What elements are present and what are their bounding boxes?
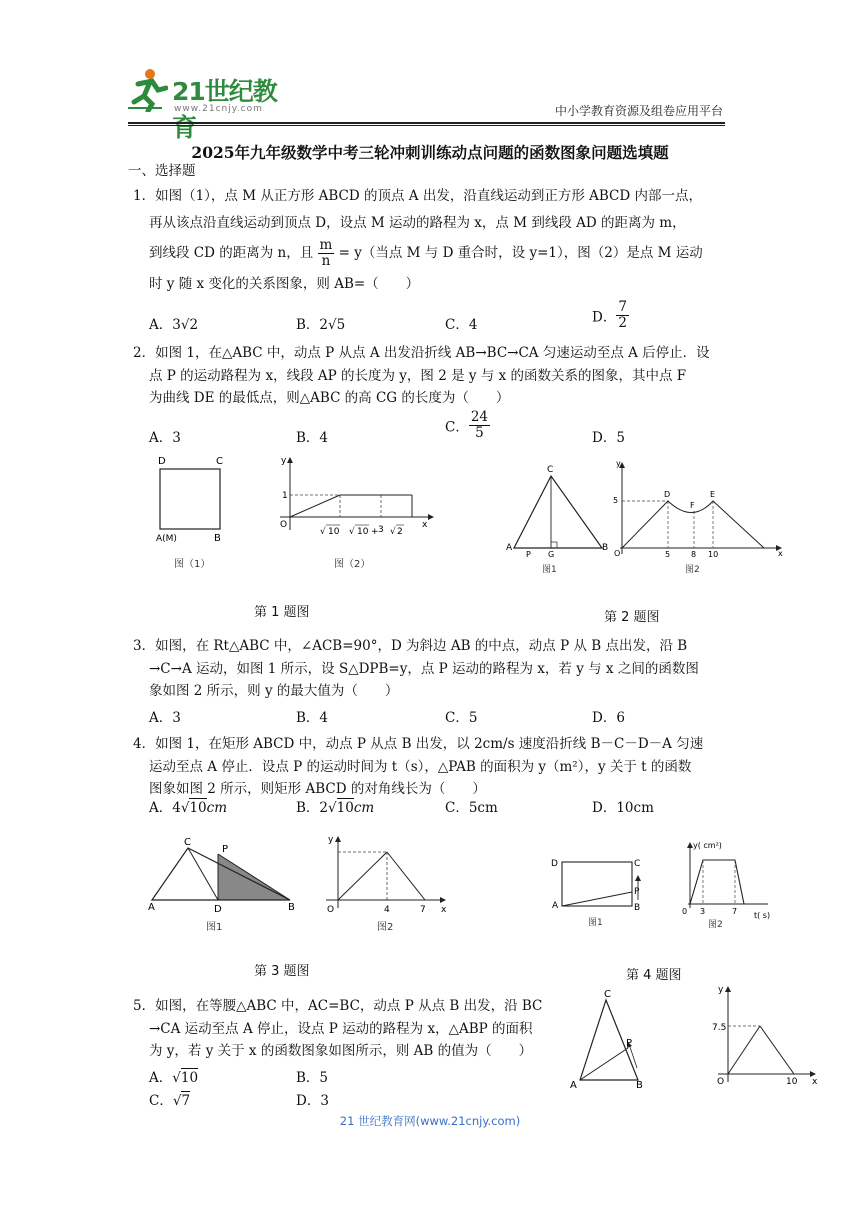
q4-line3: 图象如图 2 所示，则矩形 ABCD 的对角线长为（ ） xyxy=(149,781,486,797)
fig4-caption-1: 图1 xyxy=(588,918,603,928)
svg-text:E: E xyxy=(710,490,716,499)
svg-text:7: 7 xyxy=(420,905,426,915)
q5-option-b[interactable]: B．5 xyxy=(296,1070,329,1086)
svg-text:A: A xyxy=(506,543,513,553)
svg-text:x: x xyxy=(422,520,428,530)
svg-text:B: B xyxy=(214,533,221,544)
q1-option-b[interactable]: B．2√5 xyxy=(296,317,346,333)
q5-option-a[interactable]: A．√10 xyxy=(149,1070,199,1086)
logo-text: 21世纪教育 xyxy=(172,77,277,142)
header-divider-thin xyxy=(128,125,725,126)
q1-line3 xyxy=(149,238,703,269)
svg-text:x: x xyxy=(812,1077,818,1087)
triangle-abc-q3 xyxy=(148,837,295,915)
q4-option-d[interactable]: D．10cm xyxy=(592,800,654,816)
q3-option-d[interactable]: D．6 xyxy=(592,710,625,726)
svg-text:3: 3 xyxy=(378,525,384,535)
fig3-caption-1: 图1 xyxy=(206,922,223,933)
header-divider xyxy=(128,122,725,124)
q4-option-b[interactable]: B．2√10cm xyxy=(296,800,375,816)
svg-text:10: 10 xyxy=(708,550,719,559)
q4-line1: 4．如图 1，在矩形 ABCD 中，动点 P 从点 B 出发，以 2cm/s 速度沿折线 B－C－D－A 匀速 xyxy=(133,736,704,752)
figure-q1 xyxy=(150,455,440,575)
svg-text:10: 10 xyxy=(328,527,340,537)
graph-q3 xyxy=(326,835,447,915)
svg-text:G: G xyxy=(548,550,555,559)
fig3-caption-2: 图2 xyxy=(377,922,394,933)
svg-text:√: √ xyxy=(390,527,396,537)
q3-line3: 象如图 2 所示，则 y 的最大值为（ ） xyxy=(149,683,399,699)
svg-text:O: O xyxy=(280,520,288,530)
q4-option-a[interactable]: A．4√10cm xyxy=(149,800,228,816)
svg-text:10: 10 xyxy=(357,527,369,537)
q1-option-d[interactable]: D． $\frac{7}{2}$ xyxy=(592,299,627,331)
svg-text:y: y xyxy=(718,985,724,995)
svg-text:2: 2 xyxy=(397,527,403,537)
page-title: 2025年九年级数学中考三轮冲刺训练动点问题的函数图象问题选填题 xyxy=(191,143,669,162)
svg-text:t( s): t( s) xyxy=(754,911,771,920)
q1-line3-start: 到线段 CD 的距离为 n，且 xyxy=(149,245,314,261)
svg-text:A(M): A(M) xyxy=(156,534,177,544)
svg-text:C: C xyxy=(604,989,611,1000)
svg-text:D: D xyxy=(158,456,166,467)
svg-text:C: C xyxy=(634,859,641,869)
svg-text:7.5: 7.5 xyxy=(712,1023,727,1033)
svg-text:B: B xyxy=(288,902,295,913)
svg-text:F: F xyxy=(690,501,695,510)
svg-text:√: √ xyxy=(349,527,355,537)
q1-option-c[interactable]: C．4 xyxy=(445,317,478,333)
q1-line3-end: = y（当点 M 与 D 重合时，设 y=1），图（2）是点 M 运动 xyxy=(338,245,703,261)
svg-text:+: + xyxy=(371,527,379,537)
fig4-caption-2: 图2 xyxy=(708,920,723,930)
graph-q5 xyxy=(712,985,818,1087)
square-abcd xyxy=(156,456,223,544)
fig2-caption-2: 图2 xyxy=(685,565,700,575)
q2-line3: 为曲线 DE 的最低点，则△ABC 的高 CG 的长度为（ ） xyxy=(149,390,510,406)
triangle-abc-q5 xyxy=(570,989,643,1091)
graph-q4 xyxy=(682,841,770,920)
svg-text:y: y xyxy=(328,835,334,845)
svg-text:O: O xyxy=(717,1077,725,1087)
svg-text:O: O xyxy=(327,905,335,915)
rectangle-abcd-q4 xyxy=(551,859,641,913)
svg-text:P: P xyxy=(526,550,531,559)
svg-text:10: 10 xyxy=(786,1077,798,1087)
svg-text:y: y xyxy=(281,456,287,466)
fig2-caption-1: 图1 xyxy=(542,565,557,575)
q3-option-c[interactable]: C．5 xyxy=(445,710,478,726)
svg-text:√: √ xyxy=(320,527,326,537)
q1-line2: 再从该点沿直线运动到顶点 D，设点 M 运动的路程为 x，点 M 到线段 AD 的距离为 m， xyxy=(149,215,686,231)
fig1-group-caption: 第 1 题图 xyxy=(254,605,310,620)
graph-q1 xyxy=(280,456,434,537)
q5-option-d[interactable]: D．3 xyxy=(296,1093,329,1109)
fig4-group-caption: 第 4 题图 xyxy=(626,968,682,983)
svg-text:B: B xyxy=(636,1080,643,1091)
svg-text:3: 3 xyxy=(700,907,706,916)
q2-option-a[interactable]: A．3 xyxy=(149,430,181,446)
q5-line2: →CA 运动至点 A 停止，设点 P 运动的路程为 x，△ABP 的面积 xyxy=(149,1021,533,1037)
svg-text:C: C xyxy=(547,465,554,475)
svg-text:P: P xyxy=(626,1038,633,1049)
q4-option-c[interactable]: C．5cm xyxy=(445,800,498,816)
svg-text:A: A xyxy=(570,1080,577,1091)
svg-text:P: P xyxy=(222,844,229,855)
svg-text:y( cm²): y( cm²) xyxy=(693,841,722,850)
svg-text:C: C xyxy=(184,837,191,848)
q2-option-c[interactable]: C． $\frac{24}{5}$ xyxy=(445,409,489,441)
figure-q5 xyxy=(566,984,826,1094)
q2-line2: 点 P 的运动路程为 x，线段 AP 的长度为 y，图 2 是 y 与 x 的函数关系的图象，其中点 F xyxy=(149,368,687,384)
q3-option-b[interactable]: B．4 xyxy=(296,710,329,726)
triangle-abc-q2 xyxy=(506,465,608,559)
svg-text:D: D xyxy=(214,904,222,915)
svg-text:D: D xyxy=(664,490,671,499)
fig3-group-caption: 第 3 题图 xyxy=(254,964,310,979)
q5-line3: 为 y，若 y 关于 x 的函数图象如图所示，则 AB 的值为（ ） xyxy=(149,1043,533,1059)
q2-option-b[interactable]: B．4 xyxy=(296,430,329,446)
svg-text:y: y xyxy=(616,459,621,468)
svg-text:5: 5 xyxy=(613,496,619,505)
svg-text:x: x xyxy=(778,549,783,558)
svg-text:D: D xyxy=(551,859,558,869)
svg-text:A: A xyxy=(552,901,559,911)
svg-text:B: B xyxy=(602,543,609,553)
fig1-caption-2: 图（2） xyxy=(334,559,371,570)
q1-line4: 时 y 随 x 变化的关系图象，则 AB=（ ） xyxy=(149,276,420,292)
svg-text:1: 1 xyxy=(282,491,288,501)
figure-q2 xyxy=(502,458,792,578)
svg-text:0: 0 xyxy=(682,907,688,916)
q5-line1: 5．如图，在等腰△ABC 中，AC=BC，动点 P 从点 B 出发，沿 BC xyxy=(133,998,543,1014)
q1-fraction: $\frac{m}{n}$ xyxy=(319,237,333,269)
svg-text:4: 4 xyxy=(384,905,390,915)
q3-line2: →C→A 运动，如图 1 所示，设 S△DPB=y，点 P 运动的路程为 x，若 y 与 x 之间的函数图 xyxy=(149,661,699,677)
svg-text:O: O xyxy=(614,549,621,558)
fig1-caption-1: 图（1） xyxy=(174,559,211,570)
svg-text:A: A xyxy=(148,902,155,913)
logo-url: www.21cnjy.com xyxy=(174,104,263,114)
svg-text:P: P xyxy=(634,887,640,897)
q1-option-a[interactable]: A．3√2 xyxy=(149,317,199,333)
q5-option-c[interactable]: C．√7 xyxy=(149,1093,191,1109)
q3-option-a[interactable]: A．3 xyxy=(149,710,181,726)
q1-line1: 1．如图（1），点 M 从正方形 ABCD 的顶点 A 出发，沿直线运动到正方形 ABCD 内部一点， xyxy=(133,188,702,204)
svg-text:C: C xyxy=(216,456,223,467)
platform-label: 中小学教育资源及组卷应用平台 xyxy=(554,104,723,118)
figure-q3 xyxy=(146,832,456,942)
q4-line2: 运动至点 A 停止．设点 P 的运动时间为 t（s），△PAB 的面积为 y（m²），y 关于 t 的函数 xyxy=(149,759,692,775)
graph-q2 xyxy=(613,459,783,559)
svg-text:7: 7 xyxy=(732,907,738,916)
footer-link[interactable]: 21 世纪教育网(www.21cnjy.com) xyxy=(339,1114,521,1128)
q2-line1: 2．如图 1，在△ABC 中，动点 P 从点 A 出发沿折线 AB→BC→CA 匀速运动至点 A 后停止．设 xyxy=(133,345,710,361)
logo xyxy=(128,66,288,142)
figure-q4 xyxy=(548,838,788,938)
q2-option-d[interactable]: D．5 xyxy=(592,430,625,446)
runner-icon xyxy=(128,68,168,112)
fig2-group-caption: 第 2 题图 xyxy=(604,610,660,625)
q3-line1: 3．如图，在 Rt△ABC 中，∠ACB=90°，D 为斜边 AB 的中点，动点 P 从 B 点出发，沿 B xyxy=(133,638,688,654)
svg-text:8: 8 xyxy=(691,550,697,559)
svg-text:5: 5 xyxy=(665,550,671,559)
svg-text:B: B xyxy=(634,903,641,913)
section-heading: 一、选择题 xyxy=(128,163,196,179)
svg-text:x: x xyxy=(441,905,447,915)
